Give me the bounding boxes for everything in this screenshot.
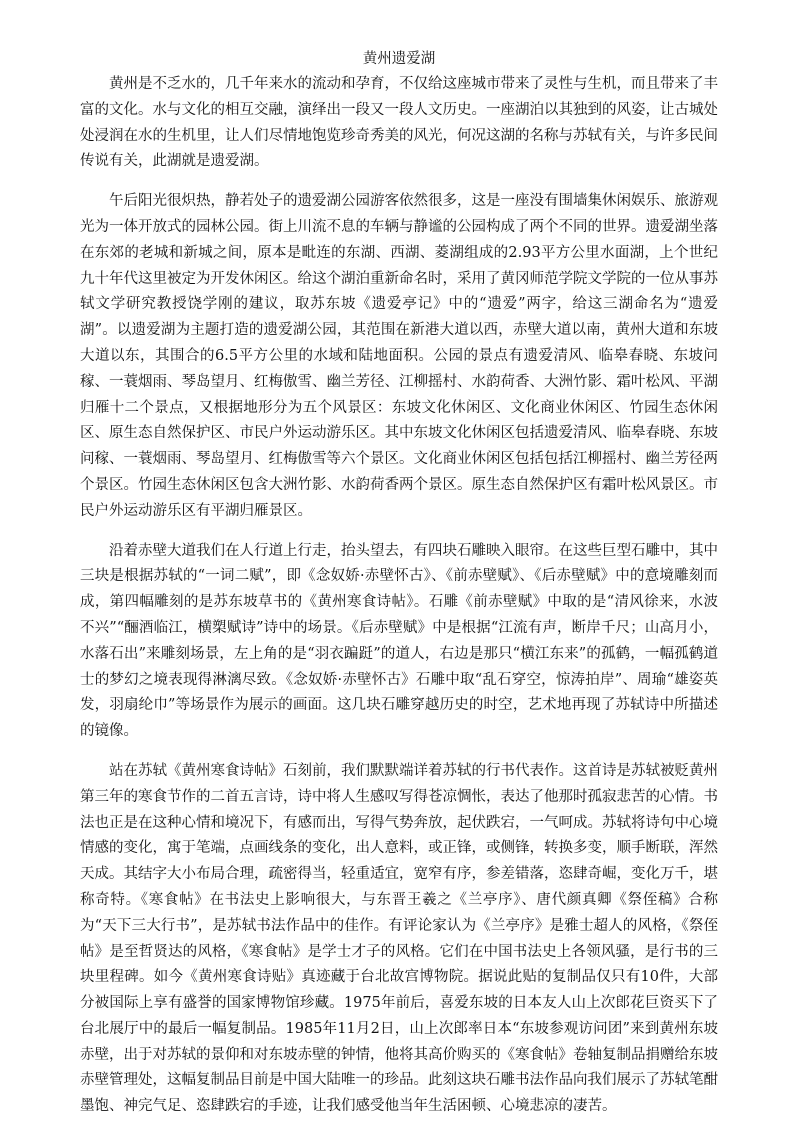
paragraph-park: 午后阳光很炽热，静若处子的遗爱湖公园游客依然很多，这是一座没有围墙集休闲娱乐、旅游观光为一体开放式的园林公园。街上川流不息的车辆与静谧的公园构成了两个不同的世界。遗爱湖坐落在东郊的老城和新城之间，原本是毗连的东湖、西湖、菱湖组成的2.93平方公里水面湖，上个世纪九十年代这里被定为开发休闲区。给这个湖泊重新命名时，采用了黄冈师范学院文学院的一位从事苏轼文学研究教授饶学刚的建议，取苏东坡《遗爱亭记》中的“遗爱”两字，给这三湖命名为“遗爱湖”。以遗爱湖为主题打造的遗爱湖公园，其范围在新港大道以西，赤壁大道以南，黄州大道和东坡大道以东，其围合的6.5平方公里的水域和陆地面积。公园的景点有遗爱清风、临皋春晓、东坡问稼、一蓑烟雨、琴岛望月、红梅傲雪、幽兰芳径、江柳摇村、水韵荷香、大洲竹影、霜叶松风、平湖归雁十二个景点，又根据地形分为五个风景区：东坡文化休闲区、文化商业休闲区、竹园生态休闲区、原生态自然保护区、市民户外运动游乐区。其中东坡文化休闲区包括遗爱清风、临皋春晓、东坡问稼、一蓑烟雨、琴岛望月、红梅傲雪等六个景区。文化商业休闲区包括包括江柳摇村、幽兰芳径两个景区。竹园生态休闲区包含大洲竹影、水韵荷香两个景区。原生态自然保护区有霜叶松风景区。市民户外运动游乐区有平湖归雁景区。 xyxy=(80,193,718,519)
paragraph-calligraphy: 站在苏轼《黄州寒食诗帖》石刻前，我们默默端详着苏轼的行书代表作。这首诗是苏轼被贬黄州第三年的寒食节作的二首五言诗，诗中将人生感叹写得苍凉惆怅，表达了他那时孤寂悲苦的心情。书法也正是在这种心情和境况下，有感而出，写得气势奔放，起伏跌宕，一气呵成。苏轼将诗句中心境情感的变化，寓于笔端，点画线条的变化，出人意料，或正锋，或侧锋，转换多变，顺手断联，浑然天成。其结字大小布局合理，疏密得当，轻重适宜，宽窄有序，参差错落，恣肆奇崛，变化万千，堪称奇特。《寒食帖》在书法史上影响很大，与东晋王羲之《兰亭序》、唐代颜真卿《祭侄稿》合称为“天下三大行书”，是苏轼书法作品中的佳作。有评论家认为《兰亭序》是雅士超人的风格，《祭侄帖》是至哲贤达的风格，《寒食帖》是学士才子的风格。它们在中国书法史上各领风骚，是行书的三块里程碑。如今《黄州寒食诗贴》真迹藏于台北故宫博物院。据说此贴的复制品仅只有10件，大部分被国际上享有盛誉的国家博物馆珍藏。1975年前后，喜爱东坡的日本友人山上次郎花巨资买下了台北展厅中的最后一幅复制品。1985年11月2日，山上次郎率日本“东坡参观访问团”来到黄州东坡赤壁，出于对苏轼的景仰和对东坡赤壁的钟情，他将其高价购买的《寒食帖》卷轴复制品捐赠给东坡赤壁管理处，这幅复制品目前是中国大陆唯一的珍品。此刻这块石雕书法作品向我们展示了苏轼笔酣墨饱、神完气足、恣肆跌宕的手迹，让我们感受他当年生活困顿、心境悲凉的凄苦。 xyxy=(80,762,718,1115)
paragraph-gap xyxy=(80,525,718,539)
paragraph-gap xyxy=(80,745,718,759)
paragraph-stone-carvings: 沿着赤壁大道我们在人行道上行走，抬头望去，有四块石雕映入眼帘。在这些巨型石雕中，其中三块是根据苏轼的“一词二赋”，即《念奴娇·赤壁怀古》、《前赤壁赋》、《后赤壁赋》中的意境雕刻而成，第四幅雕刻的是苏东坡草书的《黄州寒食诗帖》。石雕《前赤壁赋》中取的是“清风徐来，水波不兴”“酾酒临江，横槊赋诗”诗中的场景。《后赤壁赋》中是根据“江流有声，断岸千尺；山高月小，水落石出”来雕刻场景，左上角的是“羽衣蹁跹”的道人，右边是那只“横江东来”的孤鹤，一幅孤鹤道士的梦幻之境表现得淋漓尽致。《念奴娇·赤壁怀古》石雕中取“乱石穿空，惊涛拍岸”、周瑜“雄姿英发，羽扇纶巾”等场景作为展示的画面。这几块石雕穿越历史的时空，艺术地再现了苏轼诗中所描述的镜像。 xyxy=(80,542,718,740)
paragraph-intro: 黄州是不乏水的，几千年来水的流动和孕育，不仅给这座城市带来了灵性与生机，而且带来了丰富的文化。水与文化的相互交融，演绎出一段又一段人文历史。一座湖泊以其独到的风姿，让古城处处浸润在水的生机里，让人们尽情地饱览珍奇秀美的风光，何况这湖的名称与苏轼有关，与许多民间传说有关，此湖就是遗爱湖。 xyxy=(80,76,718,170)
paragraph-gap xyxy=(80,175,718,189)
document-page xyxy=(80,48,718,1120)
document-title: 黄州遗爱湖 xyxy=(362,51,436,67)
